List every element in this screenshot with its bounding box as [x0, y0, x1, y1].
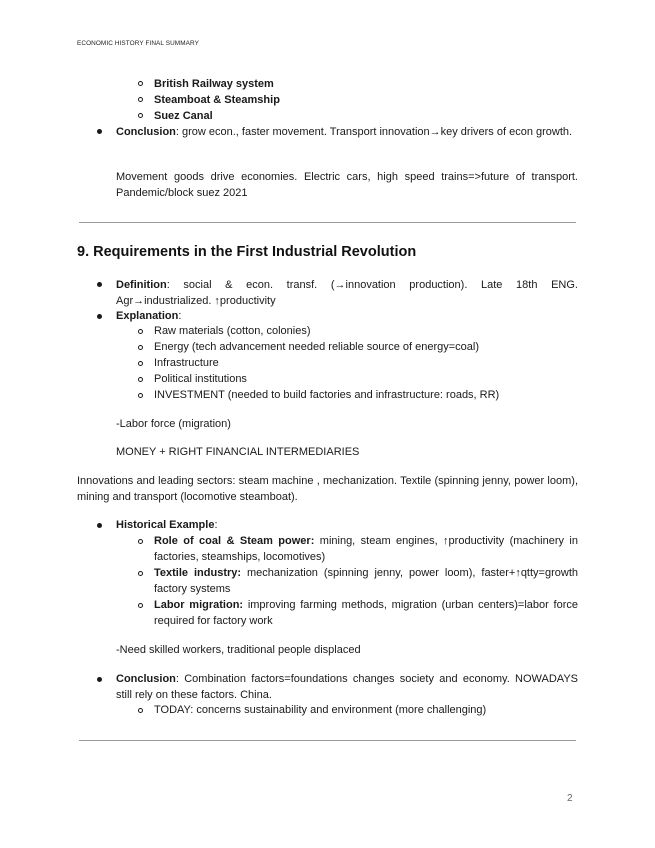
hollow-bullet-icon	[138, 329, 143, 334]
definition-text: : social & econ. transf. (→innovation production). Late 18th ENG. Agr→industrialized. ↑productivity	[116, 279, 578, 307]
hollow-bullet-icon	[138, 113, 143, 118]
explanation-label: Explanation	[116, 310, 179, 322]
hollow-bullet-icon	[138, 345, 143, 350]
historical-subitem-label: Labor migration:	[154, 599, 244, 611]
page-number: 2	[567, 793, 573, 804]
historical-subitem-text: improving farming methods, migration (urban centers)=labor force required for factory work	[154, 599, 578, 627]
conclusion-label: Conclusion	[116, 126, 176, 138]
conclusion-subitem: TODAY: concerns sustainability and environment (more challenging)	[154, 704, 487, 716]
explanation-item	[116, 308, 181, 324]
explanation-subitem: Raw materials (cotton, colonies)	[154, 325, 311, 337]
hollow-bullet-icon	[138, 539, 143, 544]
transport-note: Movement goods drive economies. Electric cars, high speed trains=>future of transport. Pandemic/block suez 2021	[116, 171, 578, 199]
explanation-colon: :	[178, 310, 182, 322]
bullet-icon	[97, 129, 102, 134]
conclusion-text: : grow econ., faster movement. Transport innovation→key drivers of econ growth.	[175, 126, 573, 138]
historical-subitem-label: Textile industry:	[154, 567, 242, 579]
explanation-subitem: Political institutions	[154, 373, 247, 385]
hollow-bullet-icon	[138, 393, 143, 398]
innovations-paragraph: Innovations and leading sectors: steam machine , mechanization. Textile (spinning jenny, power loom), mining and transport (locomotive steamboat).	[77, 475, 578, 503]
hollow-bullet-icon	[138, 571, 143, 576]
section9-conclusion	[116, 671, 578, 703]
historical-subitem-text: mining, steam engines, ↑productivity (machinery in factories, steamships, locomotives)	[154, 535, 578, 563]
historical-label: Historical Example	[116, 519, 215, 531]
explanation-subitem: Infrastructure	[154, 357, 219, 369]
transport-subitem: British Railway system	[154, 78, 274, 90]
historical-subitem-label: Role of coal & Steam power:	[154, 535, 315, 547]
explanation-subitem: INVESTMENT (needed to build factories and infrastructure: roads, RR)	[154, 389, 500, 401]
hollow-bullet-icon	[138, 97, 143, 102]
bullet-icon	[97, 523, 102, 528]
section-heading: 9. Requirements in the First Industrial Revolution	[77, 244, 417, 260]
hollow-bullet-icon	[138, 361, 143, 366]
bullet-icon	[97, 314, 102, 319]
historical-subitem	[154, 565, 578, 597]
transport-subitem: Steamboat & Steamship	[154, 94, 280, 106]
note-skilled: -Need skilled workers, traditional people displaced	[116, 644, 361, 656]
historical-item	[116, 517, 218, 533]
bullet-icon	[97, 282, 102, 287]
note-money: MONEY + RIGHT FINANCIAL INTERMEDIARIES	[116, 446, 360, 458]
transport-conclusion	[116, 124, 578, 140]
section-divider	[79, 222, 576, 223]
conclusion-label: Conclusion	[116, 673, 176, 685]
definition-label: Definition	[116, 279, 167, 291]
definition-item	[116, 277, 578, 309]
conclusion-text: : Combination factors=foundations changes society and economy. NOWADAYS still rely on these factors. China.	[116, 673, 578, 701]
explanation-subitem: Energy (tech advancement needed reliable source of energy=coal)	[154, 341, 480, 353]
hollow-bullet-icon	[138, 81, 143, 86]
hollow-bullet-icon	[138, 708, 143, 713]
historical-colon: :	[214, 519, 218, 531]
historical-subitem	[154, 533, 578, 565]
page-header: ECONOMIC HISTORY FINAL SUMMARY	[77, 40, 199, 47]
hollow-bullet-icon	[138, 603, 143, 608]
bullet-icon	[97, 677, 102, 682]
historical-subitem-text: mechanization (spinning jenny, power loom), faster+↑qtty=growth factory systems	[154, 567, 578, 595]
section-divider	[79, 740, 576, 741]
note-labor: -Labor force (migration)	[116, 418, 231, 430]
historical-subitem	[154, 597, 578, 629]
transport-subitem: Suez Canal	[154, 110, 213, 122]
hollow-bullet-icon	[138, 377, 143, 382]
